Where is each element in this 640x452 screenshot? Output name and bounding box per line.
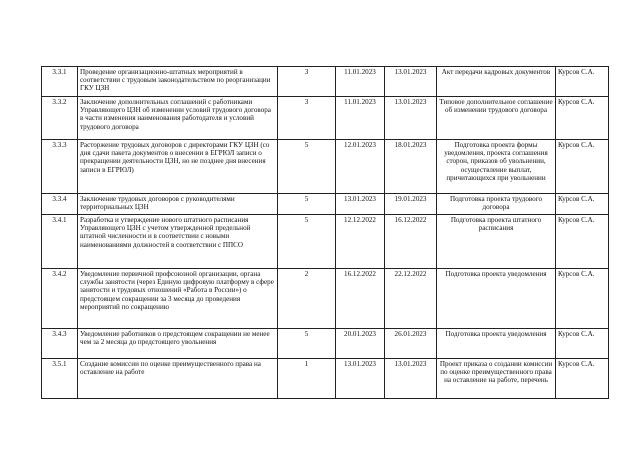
row-number: 3.3.3 <box>42 140 78 194</box>
row-result: Проект приказа о создании комиссии по оценке преимущественного права на оставление на работе, перечень <box>437 359 556 399</box>
row-start-date: 12.01.2023 <box>336 140 385 194</box>
row-start-date: 16.12.2022 <box>336 269 385 329</box>
row-description: Заключение трудовых договоров с руководителями территориальных ЦЗН <box>78 194 278 215</box>
table-row <box>42 269 609 329</box>
row-description: Заключение дополнительных соглашений с работниками Управляющего ЦЗН об изменении условий трудового договора в части изменения наименования работодателя и условий трудового договора <box>78 97 278 140</box>
row-duration: 3 <box>278 97 336 140</box>
row-duration: 2 <box>278 269 336 329</box>
row-end-date: 13.01.2023 <box>385 67 437 97</box>
row-end-date: 19.01.2023 <box>385 194 437 215</box>
row-result: Подготовка проекта трудового договора <box>437 194 556 215</box>
row-start-date: 11.01.2023 <box>336 67 385 97</box>
table-row <box>42 359 609 399</box>
row-description: Проведение организационно-штатных мероприятий в соответствии с трудовым законодательством по реорганизации ГКУ ЦЗН <box>78 67 278 97</box>
row-end-date: 18.01.2023 <box>385 140 437 194</box>
row-result: Типовое дополнительное соглашение об изменении трудового договора <box>437 97 556 140</box>
row-end-date: 16.12.2022 <box>385 215 437 269</box>
row-description: Уведомление первичной профсоюзной организации, органа службы занятости (через Единую цифровую платформу в сфере занятости и трудовых отношений «Работа в России») о предстоящем сокращении за 3 месяца до проведения мероприятий по сокращению <box>78 269 278 329</box>
row-number: 3.5.1 <box>42 359 78 399</box>
row-duration: 5 <box>278 215 336 269</box>
row-responsible: Курсов С.А. <box>556 140 609 194</box>
table-row <box>42 67 609 97</box>
row-description: Создание комиссии по оценке преимущественного права на оставление на работе <box>78 359 278 399</box>
row-end-date: 26.01.2023 <box>385 329 437 359</box>
table-row <box>42 215 609 269</box>
row-responsible: Курсов С.А. <box>556 215 609 269</box>
table-row <box>42 194 609 215</box>
row-start-date: 11.01.2023 <box>336 97 385 140</box>
table-body <box>42 67 609 399</box>
row-result: Акт передачи кадровых документов <box>437 67 556 97</box>
row-end-date: 22.12.2022 <box>385 269 437 329</box>
row-duration: 5 <box>278 329 336 359</box>
table-row <box>42 329 609 359</box>
row-duration: 1 <box>278 359 336 399</box>
row-responsible: Курсов С.А. <box>556 269 609 329</box>
row-number: 3.4.3 <box>42 329 78 359</box>
row-duration: 5 <box>278 140 336 194</box>
row-description: Уведомление работников о предстоящем сокращении не менее чем за 2 месяца до предстоящего увольнения <box>78 329 278 359</box>
row-description: Разработка и утверждение нового штатного расписания Управляющего ЦЗН с учетом утвержденной предельной штатной численности и в соответствии с новыми наименованиями должностей в соответствии с ППСО <box>78 215 278 269</box>
row-responsible: Курсов С.А. <box>556 97 609 140</box>
row-description: Расторжение трудовых договоров с директорами ГКУ ЦЗН (со дня сдачи пакета документов о внесении в ЕГРЮЛ записи о прекращении деятельности ЦЗН, но не позднее дня внесения записи в ЕГРЮЛ) <box>78 140 278 194</box>
row-result: Подготовка проекта штатного расписания <box>437 215 556 269</box>
table-row <box>42 97 609 140</box>
row-responsible: Курсов С.А. <box>556 194 609 215</box>
row-duration: 5 <box>278 194 336 215</box>
row-start-date: 13.01.2023 <box>336 359 385 399</box>
row-end-date: 13.01.2023 <box>385 97 437 140</box>
row-responsible: Курсов С.А. <box>556 329 609 359</box>
row-number: 3.3.4 <box>42 194 78 215</box>
row-responsible: Курсов С.А. <box>556 67 609 97</box>
row-result: Подготовка проекта уведомления <box>437 269 556 329</box>
row-result: Подготовка проекта формы уведомления, проекта соглашения сторон, приказов об увольнении, осуществление выплат, причитающихся при увольнении <box>437 140 556 194</box>
row-end-date: 13.01.2023 <box>385 359 437 399</box>
row-duration: 3 <box>278 67 336 97</box>
table-row <box>42 140 609 194</box>
row-number: 3.3.2 <box>42 97 78 140</box>
row-number: 3.4.1 <box>42 215 78 269</box>
plan-table <box>41 66 609 399</box>
row-result: Подготовка проекта уведомления <box>437 329 556 359</box>
row-responsible: Курсов С.А. <box>556 359 609 399</box>
row-number: 3.4.2 <box>42 269 78 329</box>
row-start-date: 20.01.2023 <box>336 329 385 359</box>
row-start-date: 13.01.2023 <box>336 194 385 215</box>
row-start-date: 12.12.2022 <box>336 215 385 269</box>
row-number: 3.3.1 <box>42 67 78 97</box>
